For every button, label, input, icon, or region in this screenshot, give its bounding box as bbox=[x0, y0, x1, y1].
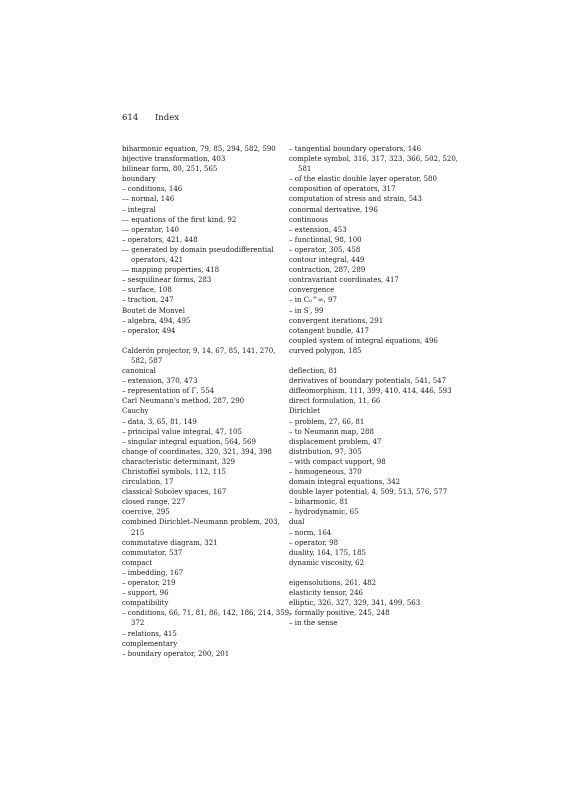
index-entry: elasticity tensor, 246 bbox=[289, 589, 364, 598]
index-entry: – biharmonic, 81 bbox=[289, 498, 349, 507]
index-entry: – extension, 370, 473 bbox=[122, 377, 198, 386]
index-entry: composition of operators, 317 bbox=[289, 185, 396, 194]
index-entry: contour integral, 449 bbox=[289, 256, 365, 265]
index-entry: Carl Neumann's method, 287, 290 bbox=[122, 397, 245, 406]
index-entry: characteristic determinant, 329 bbox=[122, 457, 235, 466]
index-entry: – functional, 98, 100 bbox=[289, 235, 362, 244]
index-entry: curved polygon, 185 bbox=[289, 346, 362, 355]
index-entry: convergent iterations, 291 bbox=[289, 316, 384, 325]
index-entry: deflection, 81 bbox=[289, 367, 338, 376]
index-entry: change of coordinates, 320, 321, 394, 398 bbox=[122, 447, 272, 456]
index-entry: – sesquilinear forms, 283 bbox=[122, 276, 212, 285]
index-entry: coercive, 295 bbox=[122, 508, 170, 517]
index-entry: double layer potential, 4, 509, 513, 576, 577 bbox=[289, 488, 448, 497]
index-entry: diffeomorphism, 111, 399, 410, 414, 446, 593 bbox=[289, 387, 452, 396]
index-entry: – operator, 494 bbox=[122, 326, 176, 335]
index-entry: combined Dirichlet–Neumann problem, 203, 215 bbox=[122, 518, 280, 537]
index-entry: dynamic viscosity, 62 bbox=[289, 558, 365, 567]
index-entry: biharmonic equation, 79, 85, 294, 582, 590 bbox=[122, 145, 276, 153]
index-entry: circulation, 17 bbox=[122, 478, 174, 487]
index-entry: – homogeneous, 370 bbox=[289, 468, 362, 476]
index-entry: elliptic, 326, 327, 329, 341, 499, 563 bbox=[289, 599, 421, 608]
index-entry: – operators, 421, 448 bbox=[122, 235, 198, 244]
index-entry: – data, 3, 65, 81, 149 bbox=[122, 417, 197, 426]
index-entry: – boundary operator, 200, 201 bbox=[122, 649, 230, 658]
index-entry: – surface, 108 bbox=[122, 286, 172, 295]
index-entry: dual bbox=[289, 518, 305, 527]
index-entry: bijective transformation, 403 bbox=[122, 155, 226, 164]
index-entry: Dirichlet bbox=[289, 407, 321, 416]
index-entry: – norm, 164 bbox=[289, 528, 332, 537]
index-entry: displacement problem, 47 bbox=[289, 437, 382, 446]
index-entry: Calderón projector, 9, 14, 67, 85, 141, 270, 582, 587 bbox=[122, 346, 276, 365]
index-entry: –– operator, 140 bbox=[122, 225, 179, 234]
index-entry: – in C₀^∞, 97 bbox=[289, 296, 337, 305]
index-entry: closed range, 227 bbox=[122, 498, 186, 507]
index-entry: – singular integral equation, 564, 569 bbox=[122, 437, 256, 446]
index-entry: direct formulation, 11, 66 bbox=[289, 397, 381, 406]
index-entry: domain integral equations, 342 bbox=[289, 478, 401, 487]
index-entry: – relations, 415 bbox=[122, 629, 177, 638]
index-entry: – formally positive, 245, 248 bbox=[289, 609, 390, 618]
index-entry: –– equations of the first kind, 92 bbox=[122, 215, 237, 224]
index-entry: Boutet de Monvel bbox=[122, 306, 185, 315]
index-entry: –– normal, 146 bbox=[122, 195, 175, 204]
index-entry: Cauchy bbox=[122, 407, 149, 416]
index-entry: – operator, 219 bbox=[122, 579, 176, 588]
index-entry: complementary bbox=[122, 639, 178, 648]
index-entry: – support, 96 bbox=[122, 589, 169, 598]
index-entry: – extension, 453 bbox=[289, 225, 347, 234]
index-entry: – traction, 247 bbox=[122, 296, 174, 305]
index-entry: – principal value integral, 47, 105 bbox=[122, 427, 242, 436]
index-column-right bbox=[289, 144, 459, 629]
section-title: Index bbox=[154, 113, 180, 123]
index-entry: – imbedding, 167 bbox=[122, 568, 184, 577]
index-entry: distribution, 97, 305 bbox=[289, 447, 362, 456]
index-entry: Christoffel symbols, 112, 115 bbox=[122, 468, 226, 476]
index-entry: – with compact support, 98 bbox=[289, 457, 386, 466]
index-entry: – conditions, 66, 71, 81, 86, 142, 186, 214, 359, 372 bbox=[122, 609, 292, 628]
index-entry: – conditions, 146 bbox=[122, 185, 183, 194]
index-entry: boundary bbox=[122, 175, 156, 184]
index-entry: – tangential boundary operators, 146 bbox=[289, 145, 422, 153]
index-entry: convergence bbox=[289, 286, 335, 295]
index-entry: continuous bbox=[289, 215, 329, 224]
index-entry: conormal derivative, 196 bbox=[289, 205, 378, 214]
index-entry: computation of stress and strain, 543 bbox=[289, 195, 422, 204]
index-entry: contraction, 287, 289 bbox=[289, 266, 366, 275]
index-entry: – representation of Γ, 554 bbox=[122, 387, 215, 396]
index-entry: duality, 164, 175, 185 bbox=[289, 548, 366, 557]
index-entry: – operator, 98 bbox=[289, 538, 339, 547]
index-entry: eigensolutions, 261, 482 bbox=[289, 579, 377, 588]
index-entry: – hydrodynamic, 65 bbox=[289, 508, 359, 517]
index-entry: derivatives of boundary potentials, 541, 547 bbox=[289, 377, 447, 386]
index-entry: – algebra, 494, 495 bbox=[122, 316, 191, 325]
index-entry: – integral bbox=[122, 205, 156, 214]
index-entry: – problem, 27, 66, 81 bbox=[289, 417, 365, 426]
page-number: 614 bbox=[122, 113, 139, 123]
index-entry: – of the elastic double layer operator, 580 bbox=[289, 175, 437, 184]
index-entry: classical Sobolev spaces, 167 bbox=[122, 488, 227, 497]
index-entry: –– generated by domain pseudodifferential operators, 421 bbox=[122, 245, 274, 265]
index-entry: cotangent bundle, 417 bbox=[289, 326, 369, 335]
index-entry: contravariant coordinates, 417 bbox=[289, 276, 399, 285]
index-column-left bbox=[122, 144, 292, 659]
index-entry: coupled system of integral equations, 496 bbox=[289, 336, 438, 345]
index-entry: – in the sense bbox=[289, 619, 338, 628]
index-entry: canonical bbox=[122, 367, 156, 376]
index-entry: compact bbox=[122, 558, 153, 567]
index-entry: bilinear form, 80, 251, 565 bbox=[122, 165, 218, 174]
index-entry: – in S′, 99 bbox=[289, 306, 324, 315]
index-entry: – to Neumann map, 288 bbox=[289, 427, 374, 436]
index-entry: commutative diagram, 321 bbox=[122, 538, 218, 547]
index-entry: – operator, 305, 458 bbox=[289, 245, 361, 254]
page-header bbox=[122, 113, 179, 124]
index-entry: compatibility bbox=[122, 599, 169, 608]
index-entry: –– mapping properties, 418 bbox=[122, 266, 220, 275]
index-entry: complete symbol, 316, 317, 323, 366, 502, 520, 581 bbox=[289, 155, 459, 174]
index-entry: commutator, 537 bbox=[122, 548, 183, 557]
